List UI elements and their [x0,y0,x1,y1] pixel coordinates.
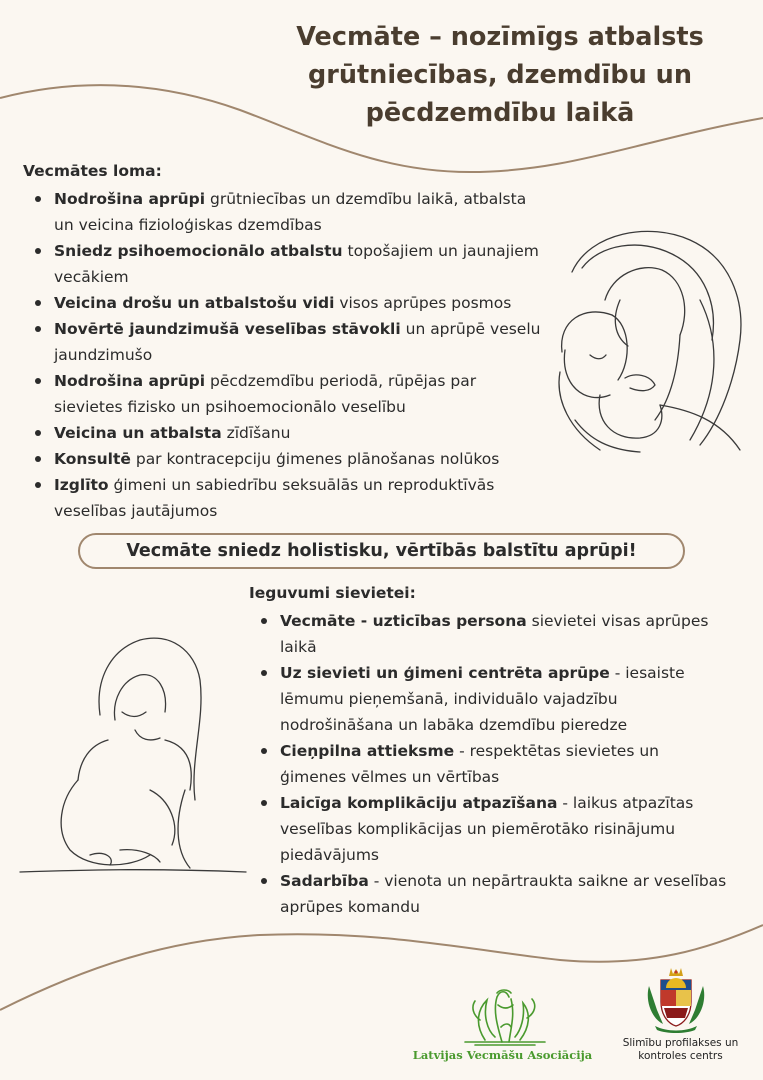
item-bold: Konsultē [54,450,131,468]
list-item [23,186,543,238]
item-text: - vienota un nepārtraukta saikne ar veselības aprūpes komandu [280,872,727,916]
list-item [23,446,543,472]
item-bold: Uz sievieti un ģimeni centrēta aprūpe [280,664,610,682]
title-line-3: pēcdzemdību laikā [365,98,635,128]
list-item [249,738,729,790]
role-heading: Vecmātes loma: [23,162,162,180]
coat-of-arms-icon [645,966,707,1034]
page-title [265,18,735,132]
centre-name-line-2: kontroles centrs [638,1050,723,1062]
list-item [249,660,729,738]
association-name: Latvijas Vecmāšu Asociācija [412,1048,593,1062]
item-bold: Vecmāte - uzticības persona [280,612,527,630]
centre-name-line-1: Slimību profilakses un [622,1037,739,1049]
item-text: grūtniecības un dzemdību laikā, atbalsta un veicina fizioloģiskas dzemdības [54,190,527,234]
item-bold: Izglīto [54,476,109,494]
title-line-2: grūtniecības, dzemdību un [308,60,692,90]
item-text: - iesaiste lēmumu pieņemšanā, individuālo vajadzību nodrošināšana un labāka dzemdību pieredze [280,664,685,734]
item-bold: Laicīga komplikāciju atpazīšana [280,794,558,812]
item-text: par kontracepciju ģimenes plānošanas nolūkos [130,450,500,468]
list-item [249,790,729,868]
benefits-list [249,608,729,920]
item-text: pēcdzemdību periodā, rūpējas par sievietes fizisko un psihoemocionālo veselību [54,372,477,416]
holistic-care-banner: Vecmāte sniedz holistisku, vērtībās balstītu aprūpi! [78,533,685,569]
item-text: - respektētas sievietes un ģimenes vēlmes un vērtības [280,742,659,786]
list-item [23,368,543,420]
item-bold: Cieņpilna attieksme [280,742,455,760]
item-bold: Sadarbība [280,872,369,890]
list-item [23,472,543,524]
list-item [23,420,543,446]
item-text: zīdīšanu [221,424,291,442]
item-bold: Sniedz psihoemocionālo atbalstu [54,242,343,260]
item-bold: Novērtē jaundzimušā veselības stāvokli [54,320,401,338]
list-item [23,290,543,316]
item-text: ģimeni un sabiedrību seksuālās un reproduktīvās veselības jautājumos [54,476,495,520]
item-text: un aprūpē veselu jaundzimušo [54,320,541,364]
item-text: visos aprūpes posmos [334,294,512,312]
item-bold: Veicina un atbalsta [54,424,222,442]
item-bold: Nodrošina aprūpi [54,372,206,390]
item-bold: Nodrošina aprūpi [54,190,206,208]
benefits-heading: Ieguvumi sievietei: [249,584,416,602]
item-text: - laikus atpazītas veselības komplikācijas un piemērotāko risinājumu piedāvājums [280,794,694,864]
centre-name [618,1037,743,1063]
list-item [249,868,729,920]
item-bold: Veicina drošu un atbalstošu vidi [54,294,335,312]
list-item [23,238,543,290]
role-list [23,186,543,524]
title-line-1: Vecmāte – nozīmīgs atbalsts [296,22,704,52]
list-item [249,608,729,660]
item-text: topošajiem un jaunajiem vecākiem [54,242,539,286]
list-item [23,316,543,368]
item-text: sievietei visas aprūpes laikā [280,612,709,656]
